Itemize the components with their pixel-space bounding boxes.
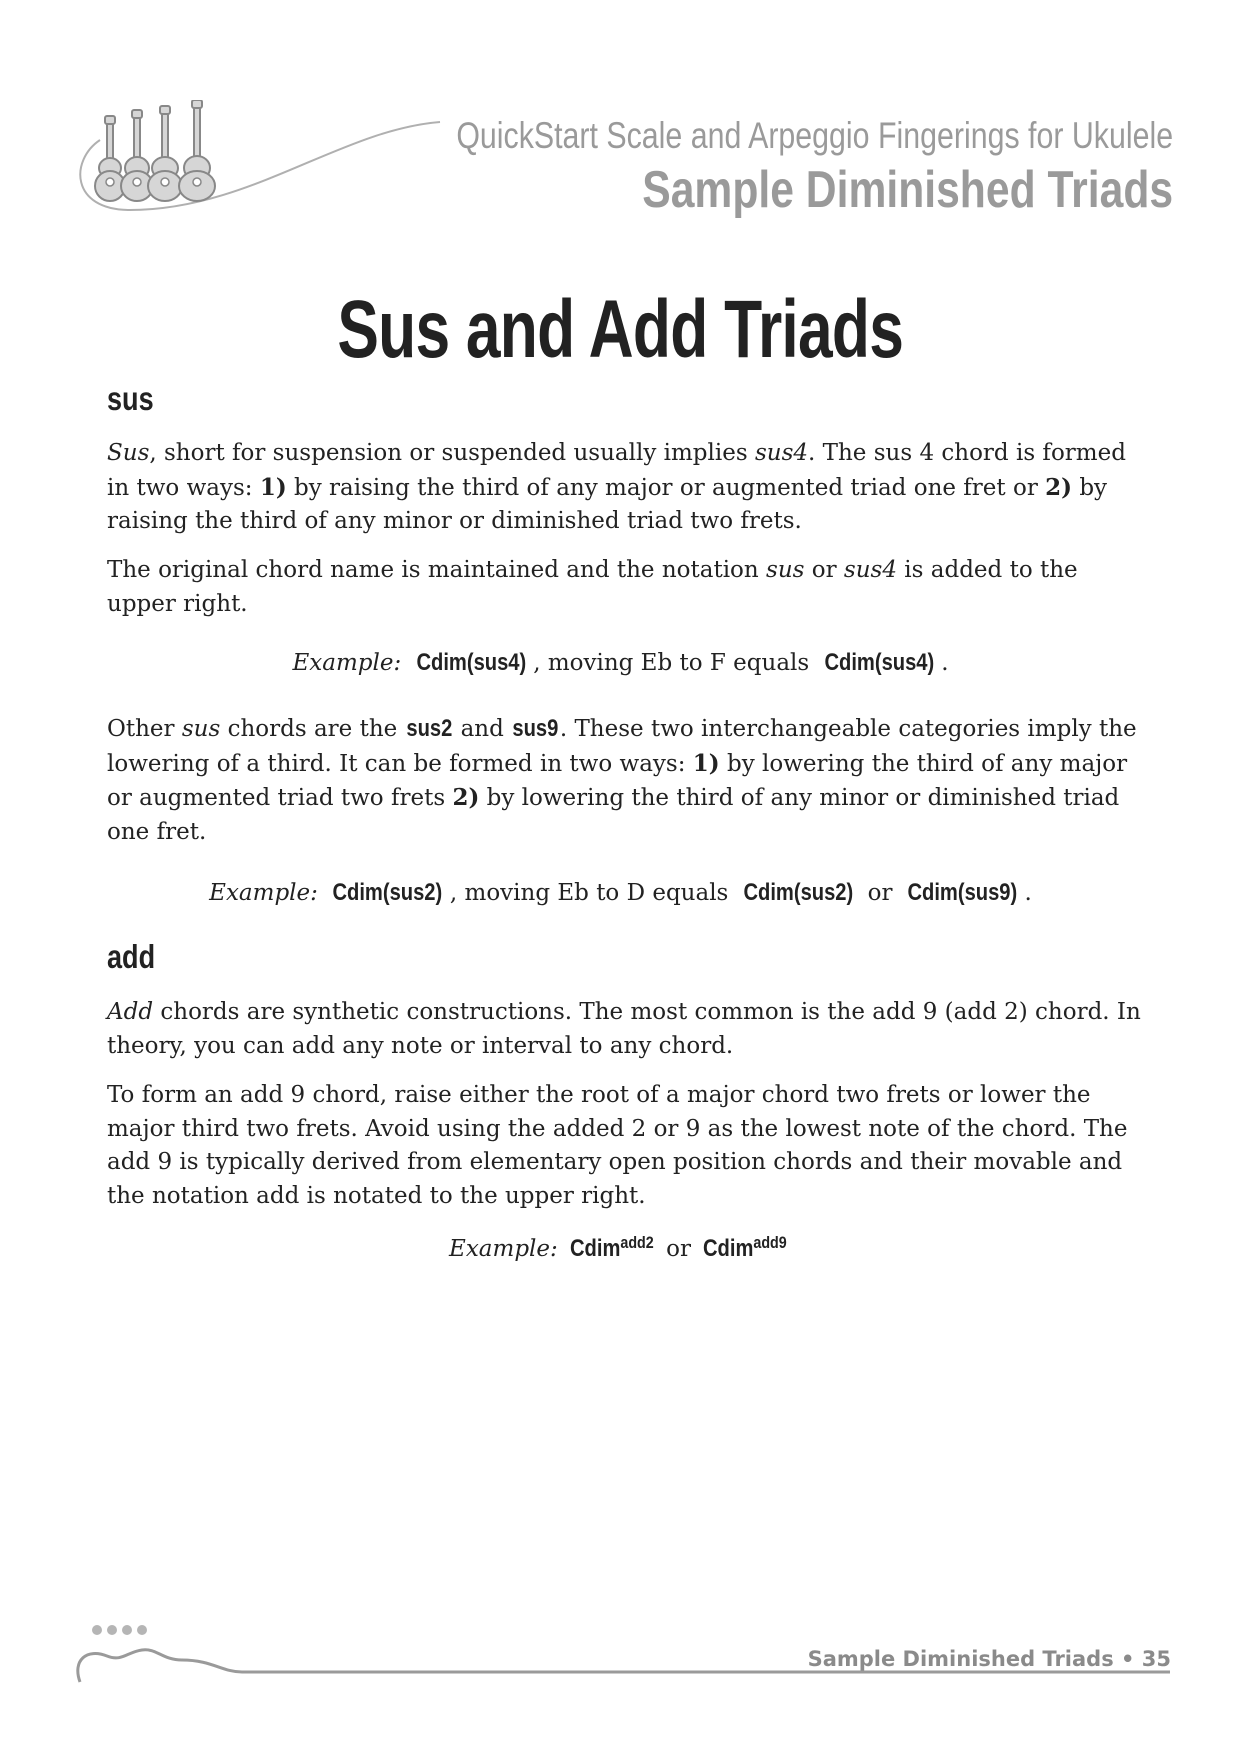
chord-name: Cdim(sus2) <box>332 879 443 906</box>
page-footer <box>808 1647 1171 1671</box>
sus-heading: sus <box>107 380 154 417</box>
sus-paragraph-2: The original chord name is maintained and the notation sus or sus4 is added to the upper right. <box>107 557 1078 617</box>
series-title: QuickStart Scale and Arpeggio Fingerings for Ukulele <box>456 115 1173 156</box>
chord-name: Cdim(sus9) <box>907 879 1018 906</box>
sus-paragraph-3: Other sus chords are the sus2 and sus9. These two interchangeable categories imply the lowering of a third. It can be formed in two ways: 1) by lowering the third of any major or augmented triad two frets 2) by lowering the third of any minor or diminished triad one fret. <box>107 715 1137 845</box>
running-header <box>299 112 1173 220</box>
page-number: 35 <box>1141 1647 1171 1671</box>
chord-name: Cdim(sus4) <box>823 649 934 676</box>
add-heading: add <box>107 938 156 975</box>
add-example: Example: Cdim$^{add2}$ or Cdim$^{add9}$ <box>0 1226 1241 1266</box>
chord-name: Cdim$^{add2}$ <box>570 1233 654 1262</box>
footer-bullet: • <box>1113 1647 1142 1671</box>
header-section-title: Sample Diminished Triads <box>642 161 1173 219</box>
sus-paragraph-1: Sus, short for suspension or suspended usually implies sus4. The sus 4 chord is formed in two ways: 1) by raising the third of any major or augmented triad one fret or 2) by raising the third of any minor or diminished triad two frets. <box>107 440 1126 534</box>
add-paragraph-2: To form an add 9 chord, raise either the root of a major chord two frets or lower the major third two frets. Avoid using the added 2 or 9 as the lowest note of the chord. The add 9 is typically derived from elementary open position chords and their movable and the notation add is notated to the upper right. <box>107 1082 1128 1209</box>
page-title: Sus and Add Triads <box>337 284 904 375</box>
chord-name: Cdim(sus2) <box>743 879 853 906</box>
chord-name: Cdim$^{add9}$ <box>703 1233 787 1262</box>
sus2-example: Example: Cdim(sus2) , moving Eb to D equals Cdim(sus2) or Cdim(sus9) . <box>0 876 1241 910</box>
chord-name: Cdim(sus4) <box>415 649 526 676</box>
add-paragraph-1: Add chords are synthetic constructions. The most common is the add 9 (add 2) chord. In theory, you can add any note or interval to any chord. <box>107 999 1141 1059</box>
sus4-example: Example: Cdim(sus4) , moving Eb to F equals Cdim(sus4) . <box>0 646 1241 680</box>
footer-section-title: Sample Diminished Triads <box>807 1647 1114 1671</box>
